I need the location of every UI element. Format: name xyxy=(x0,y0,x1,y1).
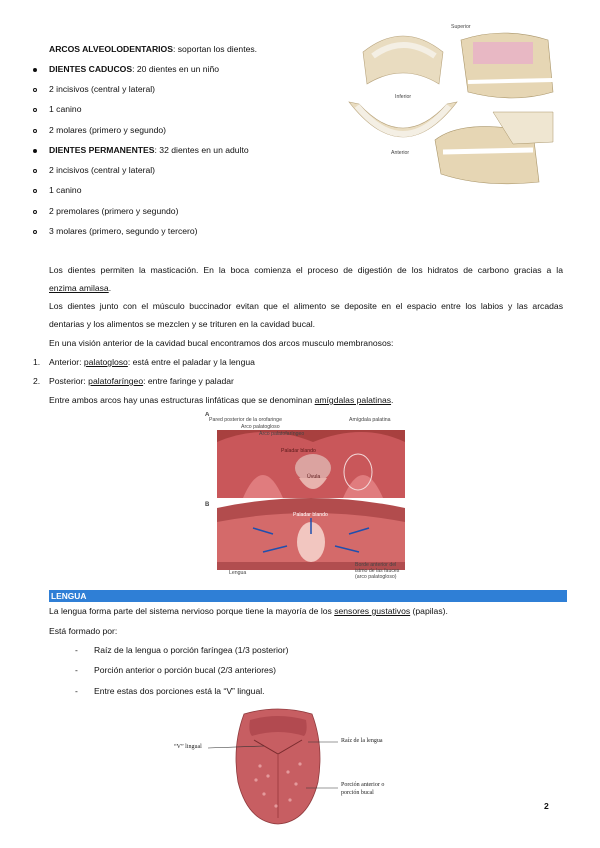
permanentes-item: 2 premolares (primero y segundo) xyxy=(49,206,179,216)
list-label: Posterior xyxy=(49,376,84,386)
lengua-section-title: LENGUA xyxy=(51,591,87,601)
p1-line2 xyxy=(49,283,111,293)
bullet-dot xyxy=(33,149,37,153)
lengua-item: Raíz de la lengua o porción faríngea (1/3 posterior) xyxy=(94,645,289,655)
tongue-figure xyxy=(168,706,394,826)
label-pared: Pared posterior de la orofaringe xyxy=(209,417,282,423)
bullet-ring xyxy=(33,230,37,234)
arcos-heading-rest: : soportan los dientes. xyxy=(172,44,258,54)
caducos-heading xyxy=(49,64,219,74)
label-borde2: istmo de las fauces xyxy=(355,568,400,574)
lengua-section-bar xyxy=(49,590,567,602)
caducos-item: 1 canino xyxy=(49,104,82,114)
list-rest: : entre faringe y paladar xyxy=(143,376,234,386)
label-borde: Borde anterior del xyxy=(355,562,397,568)
label-porcion-1: Porción anterior o xyxy=(341,782,385,788)
label-paladar-a: Paladar blando xyxy=(281,448,316,454)
label-palatofaringeo: Arco palatofaríngeo xyxy=(259,431,305,437)
label-inferior: Inferior xyxy=(395,94,412,100)
lengua-intro-start: La lengua forma parte del sistema nervioso porque tiene la mayoría de los xyxy=(49,606,335,616)
list-label: Anterior xyxy=(49,357,80,367)
sensores-gustativos-link: sensores gustativos xyxy=(334,606,411,616)
lengua-formed-by: Está formado por: xyxy=(49,626,118,636)
label-lengua: Lengua xyxy=(229,570,247,576)
p1-line1: Los dientes permiten la masticación. En la boca comienza el proceso de digestión de los hidratos de carbono gracias a la xyxy=(49,265,563,275)
caducos-rest: : 20 dientes en un niño xyxy=(132,64,220,74)
arcos-list-item xyxy=(33,376,234,386)
permanentes-rest: : 32 dientes en un adulto xyxy=(154,145,249,155)
amigdalas-end: . xyxy=(391,395,394,405)
bullet-dot xyxy=(33,68,37,72)
list-sep: : xyxy=(79,357,84,367)
tongue-illustration xyxy=(168,706,394,826)
label-raiz: Raíz de la lengua xyxy=(341,738,383,744)
arcos-list-item xyxy=(33,357,255,367)
label-superior: Superior xyxy=(451,24,471,30)
amigdalas-term: amígdalas palatinas xyxy=(314,395,392,405)
dash-bullet: - xyxy=(75,686,78,696)
list-sep: : xyxy=(83,376,89,386)
oral-cavity-illustration xyxy=(203,412,413,580)
bullet-ring xyxy=(33,169,37,173)
p2-line1: Los dientes junto con el músculo buccinador evitan que el alimento se deposite en el espacio entre los labios y las arcadas xyxy=(49,301,563,311)
arcos-heading-bold: ARCOS ALVEOLODENTARIOS xyxy=(49,44,173,54)
bullet-ring xyxy=(33,108,37,112)
panel-b-label: B xyxy=(205,502,210,508)
dental-arches-figure xyxy=(343,22,565,190)
permanentes-item: 1 canino xyxy=(49,185,82,195)
dash-bullet: - xyxy=(75,665,78,675)
caducos-label: DIENTES CADUCOS xyxy=(49,64,133,74)
oral-cavity-figure xyxy=(203,412,413,580)
p2-line2: dentarias y los alimentos se mezclen y se trituren en la cavidad bucal. xyxy=(49,319,316,329)
permanentes-item: 2 incisivos (central y lateral) xyxy=(49,165,156,175)
label-v-lingual: “V” lingual xyxy=(174,744,202,750)
lengua-intro xyxy=(49,606,448,616)
panel-a-label: A xyxy=(205,412,210,418)
label-borde3: (arco palatogloso) xyxy=(355,574,397,580)
label-anterior: Anterior xyxy=(391,150,410,156)
bullet-ring xyxy=(33,210,37,214)
caducos-item: 2 molares (primero y segundo) xyxy=(49,125,167,135)
permanentes-label: DIENTES PERMANENTES xyxy=(49,145,155,155)
list-number: 2. xyxy=(33,376,41,386)
permanentes-heading xyxy=(49,145,249,155)
bullet-ring xyxy=(33,189,37,193)
label-uvula: Úvula xyxy=(307,474,321,480)
palatofaringeo-term: palatofaríngeo xyxy=(88,376,144,386)
label-paladar-b: Paladar blando xyxy=(293,512,328,518)
caducos-item: 2 incisivos (central y lateral) xyxy=(49,84,156,94)
permanentes-item: 3 molares (primero, segundo y tercero) xyxy=(49,226,198,236)
dash-bullet: - xyxy=(75,645,78,655)
palatogloso-term: palatogloso xyxy=(83,357,128,367)
label-palatogloso: Arco palatogloso xyxy=(241,424,280,430)
lengua-intro-end: (papilas). xyxy=(410,606,448,616)
enzima-amilasa-link: enzima amilasa xyxy=(49,283,109,293)
arcos-heading xyxy=(49,44,257,54)
label-porcion-2: porción bucal xyxy=(341,790,374,796)
list-rest: : está entre el paladar y la lengua xyxy=(127,357,255,367)
bullet-ring xyxy=(33,88,37,92)
amigdalas-line xyxy=(49,395,393,405)
dental-arches-illustration xyxy=(343,22,565,190)
bullet-ring xyxy=(33,129,37,133)
label-amigdala: Amígdala palatina xyxy=(349,417,391,423)
lengua-item: Entre estas dos porciones está la “V” lingual. xyxy=(94,686,265,696)
list-number: 1. xyxy=(33,357,41,367)
p3: En una visión anterior de la cavidad bucal encontramos dos arcos musculo membranosos: xyxy=(49,338,394,348)
lengua-item: Porción anterior o porción bucal (2/3 anteriores) xyxy=(94,665,276,675)
page-number: 2 xyxy=(544,801,549,811)
p1-line2-end: . xyxy=(108,283,112,293)
amigdalas-text: Entre ambos arcos hay unas estructuras linfáticas que se denominan xyxy=(49,395,315,405)
